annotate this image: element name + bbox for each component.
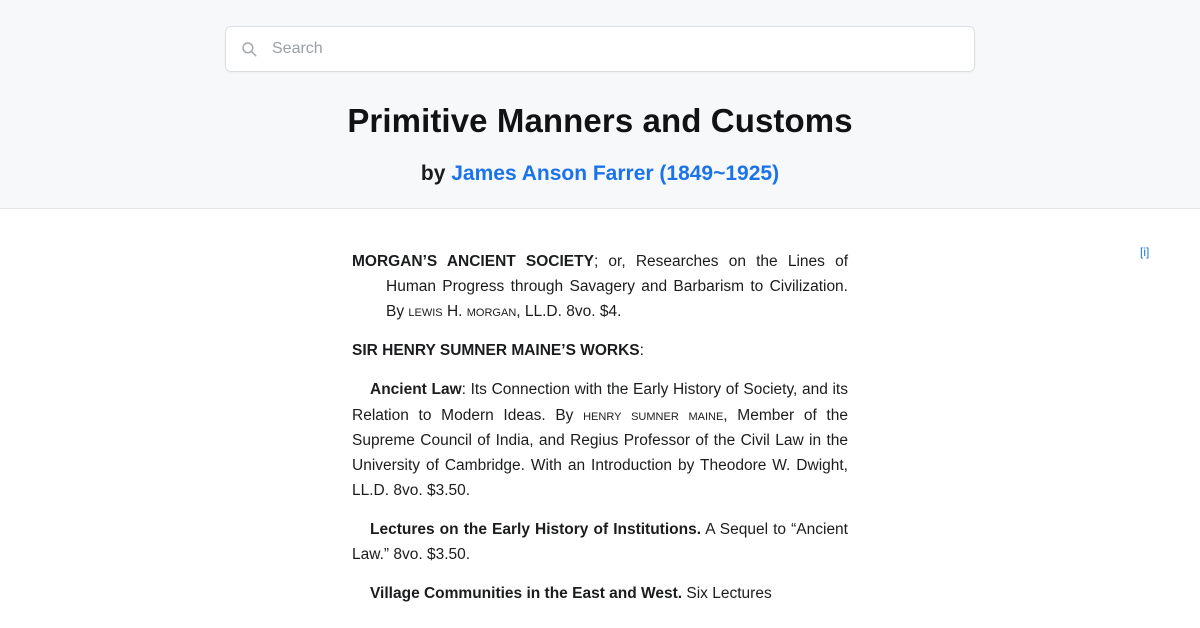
author-link[interactable]: James Anson Farrer (1849~1925) bbox=[451, 162, 780, 185]
paragraph-village-communities bbox=[352, 581, 848, 606]
paragraph-ancient-law bbox=[352, 377, 848, 503]
text-bold: Village Communities in the East and West. bbox=[370, 585, 683, 603]
text-bold: Ancient Law bbox=[370, 381, 462, 399]
text-bold: Lectures on the Early History of Institutions. bbox=[370, 520, 702, 538]
text-smallcaps: maine bbox=[688, 406, 724, 424]
search-container bbox=[225, 26, 975, 72]
text-run: : Its Connection with the Early History of Society, and its Relation to Modern Ideas. By bbox=[352, 381, 848, 424]
page-header bbox=[0, 0, 1200, 209]
byline bbox=[0, 162, 1200, 186]
byline-prefix: by bbox=[420, 162, 452, 185]
document-page bbox=[0, 209, 1200, 606]
text-run: A Sequel to “Ancient Law.” 8vo. $3.50. bbox=[352, 520, 848, 564]
text-smallcaps: henry bbox=[583, 406, 622, 424]
paragraph-lectures bbox=[352, 517, 848, 567]
page-marker: [i] bbox=[1140, 245, 1150, 259]
text-run bbox=[621, 407, 631, 424]
search-icon bbox=[240, 40, 258, 58]
text-run: , LL.D. 8vo. $4. bbox=[516, 303, 622, 321]
search-input[interactable] bbox=[270, 39, 960, 59]
text-bold: MORGAN’S ANCIENT SOCIETY bbox=[352, 253, 594, 270]
text-smallcaps: sumner bbox=[631, 406, 679, 424]
text-run: , Member of the Supreme Council of India, and Regius Professor of the Civil Law in the University of Cambridge. With an Introduction by Theodore W. Dwight, LL.D. 8vo. $3.50. bbox=[352, 406, 848, 499]
text-run: : bbox=[639, 342, 644, 360]
search-box[interactable] bbox=[225, 26, 975, 72]
text-run: ; or, Researches on the Lines of Human Progress through Savagery and Barbarism to Civilization. By bbox=[386, 253, 848, 321]
text-run: Six Lectures bbox=[682, 585, 772, 603]
text-smallcaps: morgan bbox=[466, 303, 517, 321]
text-smallcaps: lewis bbox=[408, 303, 443, 321]
page-title: Primitive Manners and Customs bbox=[347, 102, 853, 139]
paragraph-morgan bbox=[352, 249, 848, 324]
text-run: H. bbox=[442, 303, 467, 321]
text-run bbox=[679, 407, 689, 424]
text-bold: SIR HENRY SUMNER MAINE’S WORKS bbox=[352, 342, 640, 360]
paragraph-maine-heading bbox=[352, 338, 848, 363]
document-content bbox=[352, 249, 848, 606]
